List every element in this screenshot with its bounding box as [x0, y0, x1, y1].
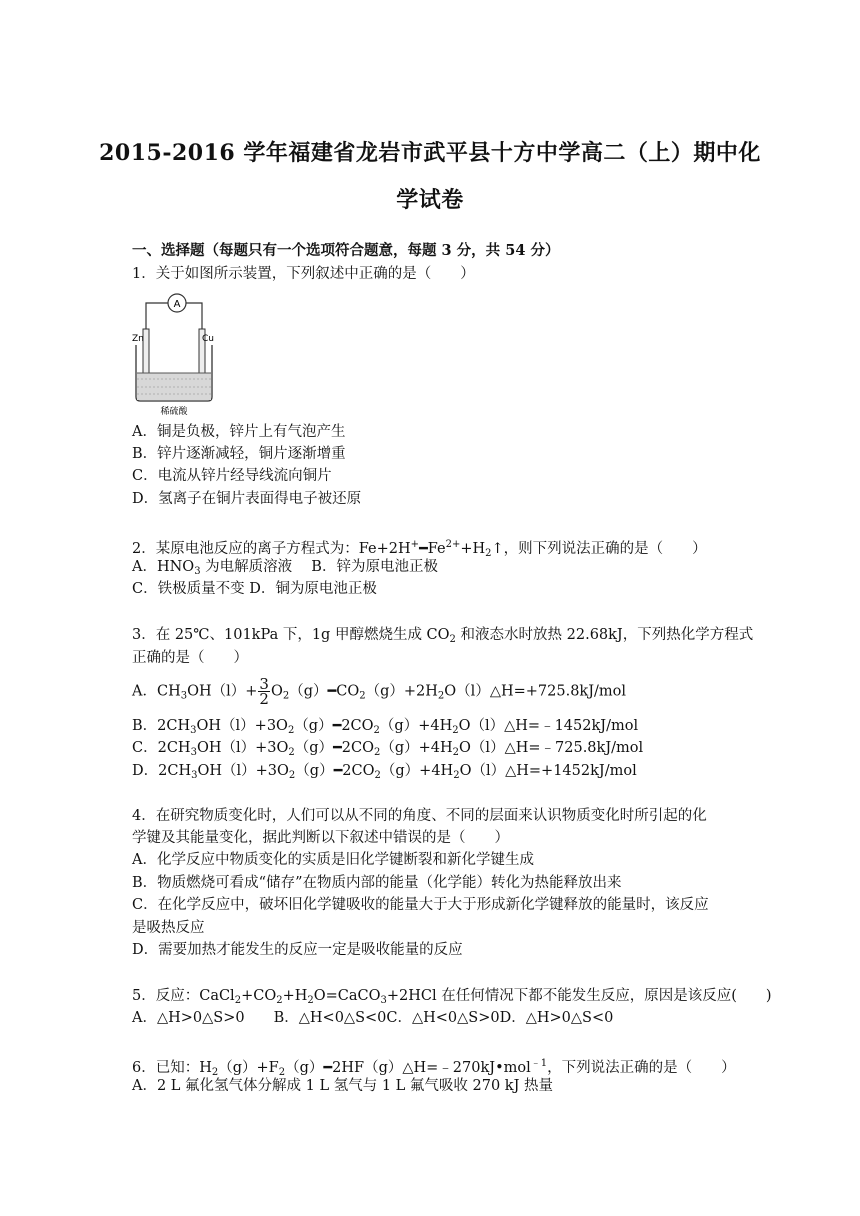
question-4-stem-line-2: 学键及其能量变化，据此判断以下叙述中错误的是（ ） [132, 830, 509, 846]
question-3-option-a: A．$CH_3OH(l)+$ $\frac{3}{2}$ $O_2(g)━CO_2(g)+2H_2O(l)\triangle H=+725.8kJ$/mol [132, 675, 627, 708]
ammeter-label: A [173, 299, 181, 310]
question-4-option-a: A．化学反应中物质变化的实质是旧化学键断裂和新化学键生成 [132, 852, 534, 868]
question-4-option-d: D．需要加热才能发生的反应一定是吸收能量的反应 [132, 942, 463, 958]
question-5-options: A．△H>0△S>0 B．△H<0△S<0C．△H<0△S>0D．△H>0△S<0 [132, 1010, 614, 1026]
question-4-stem-line-1: 4．在研究物质变化时，人们可以从不同的角度、不同的层面来认识物质变化时所引起的化 [132, 808, 707, 824]
question-1-option-a: A．铜是负极，锌片上有气泡产生 [132, 424, 346, 440]
copper-label: Cu [202, 334, 214, 344]
question-1-option-b: B．锌片逐渐减轻，铜片逐渐增重 [132, 446, 346, 462]
question-3-stem-line-2: 正确的是（ ） [132, 650, 248, 666]
question-2-stem: 2．某原电池反应的离子方程式为：$Fe+2H^+━Fe^{2+}+H_2↑$，则下列说法正确的是（ ） [132, 539, 707, 559]
fraction-three-halves: $\frac{3}{2}$ [259, 675, 269, 708]
question-1-option-d: D．氢离子在铜片表面得电子被还原 [132, 491, 362, 507]
question-2-options-ab: A．$HNO_3$ 为电解质溶液 B．锌为原电池正极 [132, 559, 438, 577]
question-1-option-c: C．电流从锌片经导线流向铜片 [132, 468, 332, 484]
question-2-options-cd: C．铁极质量不变 D．铜为原电池正极 [132, 581, 377, 597]
question-4-option-c-line-1: C．在化学反应中，破坏旧化学键吸收的能量大于大于形成新化学键释放的能量时，该反应 [132, 897, 709, 913]
question-6-option-a: A．2 L 氟化氢气体分解成 1 L 氢气与 1 L 氟气吸收 270 kJ 热量 [132, 1078, 554, 1094]
question-6-stem: 6．已知：$H_2(g)+F_2(g)━2HF(g)\triangle H=﹣270kJ•mol^{﹣1}$，下列说法正确的是（ ） [132, 1058, 736, 1078]
solution-label: 稀硫酸 [160, 407, 188, 417]
galvanic-cell-figure [132, 293, 216, 417]
question-3-stem-line-1: 3．在 25℃、101kPa 下，1g 甲醇燃烧生成 $CO_2$ 和液态水时放热 22.68kJ，下列热化学方程式 [132, 627, 754, 645]
page-title-line-2: 学试卷 [396, 187, 464, 213]
zinc-label: Zn [132, 334, 144, 344]
page-title-line-1: 2015-2016 学年福建省龙岩市武平县十方中学高二（上）期中化 [99, 140, 761, 166]
section-heading: 一、选择题（每题只有一个选项符合题意，每题 3 分，共 54 分） [132, 242, 560, 259]
question-4-option-b: B．物质燃烧可看成“储存”在物质内部的能量（化学能）转化为热能释放出来 [132, 875, 622, 891]
question-3-option-d: D．$2CH_3OH(l)+3O_2(g)━2CO_2(g)+4H_2O(l)\triangle H=+1452kJ$/mol [132, 763, 637, 781]
question-3-option-c: C．$2CH_3OH(l)+3O_2(g)━2CO_2(g)+4H_2O(l)\triangle H=﹣725.8kJ$/mol [132, 740, 644, 758]
question-3-option-b: B．$2CH_3OH(l)+3O_2(g)━2CO_2(g)+4H_2O(l)\triangle H=﹣1452kJ$/mol [132, 718, 639, 736]
question-1-stem: 1．关于如图所示装置，下列叙述中正确的是（ ） [132, 266, 475, 282]
wire-right [186, 303, 202, 329]
wire-left [146, 303, 168, 329]
question-4-option-c-line-2: 是吸热反应 [132, 920, 205, 936]
question-5-stem: 5．反应：$CaCl_2+CO_2+H_2O=CaCO_3+2HCl$ 在任何情况下都不能发生反应，原因是该反应( ) [132, 988, 772, 1006]
solution-fill [137, 373, 211, 400]
